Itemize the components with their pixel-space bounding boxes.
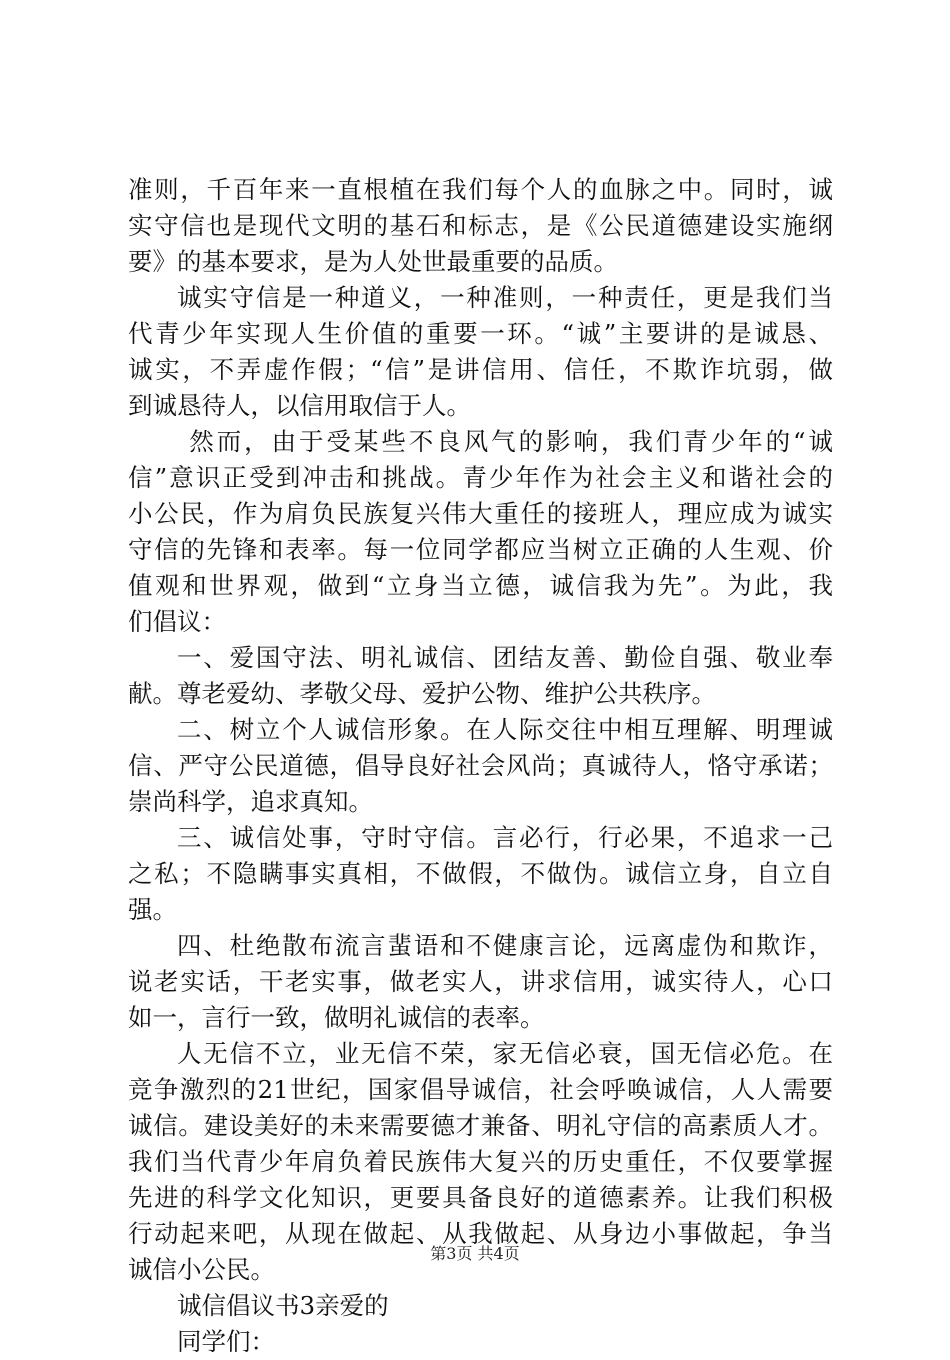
- text-line: 诚信。建设美好的未来需要德才兼备、明礼守信的高素质人才。: [128, 1111, 833, 1140]
- text-line: 先进的科学文化知识，更要具备良好的道德素养。让我们积极: [128, 1183, 833, 1212]
- text-line: 守信的先锋和表率。每一位同学都应当树立正确的人生观、价: [128, 535, 833, 564]
- text-line: 强。: [128, 895, 177, 924]
- text-line: 如一，言行一致，做明礼诚信的表率。: [128, 1003, 545, 1032]
- text-line: 竞争激烈的21世纪，国家倡导诚信，社会呼唤诚信，人人需要: [128, 1075, 833, 1104]
- text-line: 然而，由于受某些不良风气的影响，我们青少年的“诚: [189, 427, 833, 456]
- text-line: 准则，千百年来一直根植在我们每个人的血脉之中。同时，诚: [128, 175, 833, 204]
- text-line: 我们当代青少年肩负着民族伟大复兴的历史重任，不仅要掌握: [128, 1147, 833, 1176]
- text-line: 小公民，作为肩负民族复兴伟大重任的接班人，理应成为诚实: [128, 499, 833, 528]
- text-line: 同学们：: [177, 1327, 275, 1356]
- text-line: 诚实，不弄虚作假；“信”是讲信用、信任，不欺诈坑弱，做: [128, 355, 833, 384]
- text-line: 行动起来吧，从现在做起、从我做起、从身边小事做起，争当: [128, 1219, 833, 1248]
- text-line: 崇尚科学，追求真知。: [128, 787, 373, 816]
- text-line: 代青少年实现人生价值的重要一环。“诚”主要讲的是诚恳、: [128, 319, 833, 348]
- text-line: 到诚恳待人，以信用取信于人。: [128, 391, 471, 420]
- text-line: 信、严守公民道德，倡导良好社会风尚；真诚待人，恪守承诺；: [128, 751, 833, 780]
- text-line: 四、杜绝散布流言蜚语和不健康言论，远离虚伪和欺诈，: [177, 931, 833, 960]
- text-line: 值观和世界观，做到“立身当立德，诚信我为先”。为此，我: [128, 571, 833, 600]
- text-line: 一、爱国守法、明礼诚信、团结友善、勤俭自强、敬业奉: [177, 643, 833, 672]
- text-line: 信”意识正受到冲击和挑战。青少年作为社会主义和谐社会的: [128, 463, 833, 492]
- text-line: 要》的基本要求，是为人处世最重要的品质。: [128, 247, 618, 276]
- text-line: 三、诚信处事，守时守信。言必行，行必果，不追求一己: [177, 823, 833, 852]
- text-line: 诚实守信是一种道义，一种准则，一种责任，更是我们当: [177, 283, 833, 312]
- text-line: 诚信小公民。: [128, 1255, 275, 1284]
- text-line: 们倡议：: [128, 607, 226, 636]
- text-line: 实守信也是现代文明的基石和标志，是《公民道德建设实施纲: [128, 211, 833, 240]
- text-line: 诚信倡议书3亲爱的: [177, 1291, 389, 1320]
- document-body: [128, 172, 833, 1360]
- text-line: 之私；不隐瞒事实真相，不做假，不做伪。诚信立身，自立自: [128, 859, 833, 888]
- text-line: 献。尊老爱幼、孝敬父母、爱护公物、维护公共秩序。: [128, 679, 716, 708]
- text-line: 人无信不立，业无信不荣，家无信必衰，国无信必危。在: [177, 1039, 833, 1068]
- page-footer: 第3页 共4页: [430, 1244, 520, 1263]
- text-line: 说老实话，干老实事，做老实人，讲求信用，诚实待人，心口: [128, 967, 833, 996]
- text-line: 二、树立个人诚信形象。在人际交往中相互理解、明理诚: [177, 715, 833, 744]
